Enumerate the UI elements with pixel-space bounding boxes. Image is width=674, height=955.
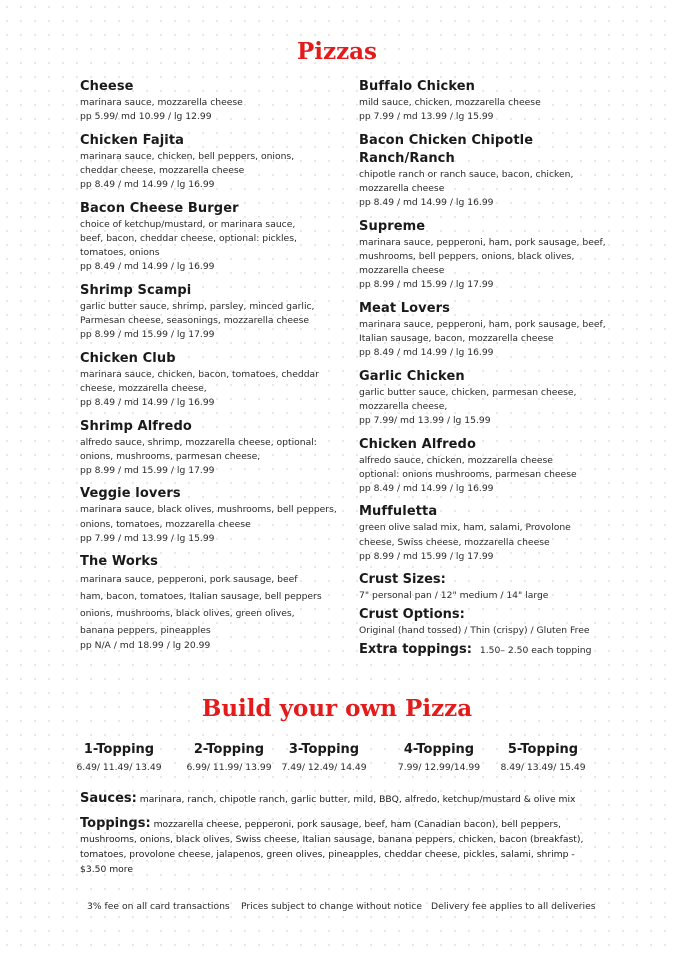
item-description: mild sauce, chicken, mozzarella cheese <box>359 97 541 108</box>
crust-sizes-label: Crust Sizes: <box>359 572 446 588</box>
item-price: pp 8.49 / md 14.99 / lg 16.99 <box>80 397 215 409</box>
item-name: Supreme <box>359 218 426 234</box>
menu-item <box>359 132 627 211</box>
item-description: mozzarella cheese, <box>359 400 448 412</box>
sauces-label: Sauces: <box>80 791 137 806</box>
crust-options: Original (hand tossed) / Thin (crispy) / Gluten Free <box>359 625 590 637</box>
topping-count-label: 2-Topping <box>193 742 265 757</box>
delivery-fee-note: Delivery fee applies to all deliveries <box>431 901 596 912</box>
item-description: mushrooms, bell peppers, onions, black olives, <box>359 250 575 262</box>
extra-toppings-label: Extra toppings: <box>359 642 472 658</box>
pizzas-title: Pizzas <box>296 38 377 65</box>
item-name: Bacon Cheese Burger <box>80 200 239 216</box>
item-price: pp 7.99 / md 13.99 / lg 15.99 <box>359 111 494 123</box>
topping-count-label: 3-Topping <box>288 742 360 757</box>
item-description: marinara sauce, black olives, mushrooms, bell peppers, <box>80 504 337 516</box>
item-description: cheddar cheese, mozzarella cheese <box>80 164 245 176</box>
item-description: marinara sauce, mozzarella cheese <box>80 97 243 108</box>
topping-price-5 <box>488 742 598 775</box>
item-description: chipotle ranch or ranch sauce, bacon, chicken, <box>359 168 574 180</box>
item-description: marinara sauce, pepperoni, pork sausage, beef <box>80 574 298 586</box>
item-name: Muffuletta <box>359 504 438 520</box>
topping-count-prices: 8.49/ 13.49/ 15.49 <box>500 762 586 773</box>
item-name: Shrimp Alfredo <box>80 418 192 434</box>
item-price: pp 8.99 / md 15.99 / lg 17.99 <box>80 464 215 476</box>
item-description: alfredo sauce, chicken, mozzarella cheese <box>359 454 553 466</box>
item-description: onions, mushrooms, black olives, green olives, <box>80 608 295 620</box>
item-price: pp 8.49 / md 14.99 / lg 16.99 <box>80 179 215 191</box>
item-description: choice of ketchup/mustard, or marinara sauce, <box>80 218 296 230</box>
menu-item <box>80 132 348 193</box>
topping-price-4 <box>384 742 494 775</box>
item-price: pp N/A / md 18.99 / lg 20.99 <box>80 640 211 652</box>
menu-item <box>359 436 627 497</box>
left-menu-column <box>80 78 348 661</box>
menu-item <box>359 78 627 125</box>
toppings-label: Toppings: <box>80 816 151 831</box>
item-price: pp 8.49 / md 14.99 / lg 16.99 <box>80 261 215 273</box>
sauces-line <box>80 791 600 806</box>
topping-count-prices: 6.49/ 11.49/ 13.49 <box>76 762 162 773</box>
item-description: garlic butter sauce, chicken, parmesan cheese, <box>359 386 577 398</box>
item-description: tomatoes, onions <box>80 247 160 259</box>
item-description: onions, tomatoes, mozzarella cheese <box>80 518 251 530</box>
menu-item <box>359 300 627 361</box>
topping-price-1 <box>64 742 174 775</box>
item-description: ham, bacon, tomatoes, Italian sausage, bell peppers <box>80 591 322 603</box>
item-name: Shrimp Scampi <box>80 282 192 298</box>
topping-count-label: 5-Topping <box>507 742 579 757</box>
item-name: Cheese <box>80 79 134 94</box>
extra-toppings-row <box>359 641 627 659</box>
item-name: Chicken Alfredo <box>359 436 476 452</box>
item-description: mozzarella cheese <box>359 182 445 194</box>
price-change-note: Prices subject to change without notice <box>241 901 422 912</box>
menu-item <box>359 503 627 564</box>
item-price: pp 8.49 / md 14.99 / lg 16.99 <box>359 482 494 494</box>
topping-price-2 <box>174 742 284 775</box>
item-price: pp 7.99 / md 13.99 / lg 15.99 <box>80 532 215 544</box>
crust-sizes: 7" personal pan / 12" medium / 14" large <box>359 590 549 602</box>
menu-item <box>80 282 348 343</box>
topping-count-prices: 6.99/ 11.99/ 13.99 <box>186 762 272 773</box>
item-description: garlic butter sauce, shrimp, parsley, minced garlic, <box>80 300 315 312</box>
item-name: Garlic Chicken <box>359 368 465 384</box>
build-your-own-title: Build your own Pizza <box>201 695 473 722</box>
sauces-list: marinara, ranch, chipotle ranch, garlic butter, mild, BBQ, alfredo, ketchup/mustard & olive mix <box>139 794 576 805</box>
topping-count-label: 4-Topping <box>403 742 475 757</box>
menu-item <box>80 485 348 546</box>
item-price: pp 8.49 / md 14.99 / lg 16.99 <box>359 197 494 209</box>
item-description: green olive salad mix, ham, salami, Provolone <box>359 522 571 534</box>
card-fee-note: 3% fee on all card transactions <box>87 901 230 912</box>
item-name: Chicken Fajita <box>80 132 185 148</box>
item-price: pp 5.99/ md 10.99 / lg 12.99 <box>80 111 212 123</box>
item-price: pp 7.99/ md 13.99 / lg 15.99 <box>359 415 491 427</box>
topping-count-prices: 7.99/ 12.99/14.99 <box>397 762 481 773</box>
item-price: pp 8.49 / md 14.99 / lg 16.99 <box>359 347 494 359</box>
item-description: alfredo sauce, shrimp, mozzarella cheese, optional: <box>80 436 317 448</box>
menu-item <box>80 350 348 411</box>
crust-info <box>359 571 627 659</box>
menu-item <box>80 200 348 275</box>
item-price: pp 8.99 / md 15.99 / lg 17.99 <box>359 279 494 291</box>
item-description: marinara sauce, chicken, bell peppers, onions, <box>80 150 295 162</box>
item-description: banana peppers, pineapples <box>80 625 211 637</box>
item-name: Buffalo Chicken <box>359 79 475 94</box>
extra-toppings-price: 1.50– 2.50 each topping <box>479 645 592 657</box>
item-description: marinara sauce, pepperoni, ham, pork sausage, beef, <box>359 318 606 330</box>
item-description: Italian sausage, bacon, mozzarella cheese <box>359 332 554 344</box>
item-name: The Works <box>80 554 158 570</box>
item-name: Chicken Club <box>80 350 176 366</box>
menu-item <box>80 78 348 125</box>
menu-item <box>80 553 348 654</box>
item-description: cheese, mozzarella cheese, <box>80 382 207 394</box>
toppings-line <box>80 816 600 877</box>
item-name: Bacon Chicken Chipotle Ranch/Ranch <box>359 132 534 166</box>
item-description: Parmesan cheese, seasonings, mozzarella cheese <box>80 314 310 326</box>
item-description: cheese, Swiss cheese, mozzarella cheese <box>359 536 550 548</box>
toppings-list: mozzarella cheese, pepperoni, pork sausage, beef, ham (Canadian bacon), bell peppers, mushrooms, onions, black olives, Swiss cheese, Italian sausage, banana peppers, chicken, bacon (breakfast), tomatoes, provolone cheese, jalapenos, green olives, pineapples, cheddar cheese, pickles, salami, shrimp - $3.50 more <box>80 819 584 875</box>
topping-count-prices: 7.49/ 12.49/ 14.49 <box>281 762 367 773</box>
menu-item <box>80 418 348 479</box>
item-description: mozzarella cheese <box>359 265 445 277</box>
item-name: Veggie lovers <box>80 486 181 502</box>
right-menu-column <box>359 78 627 659</box>
item-name: Meat Lovers <box>359 300 451 316</box>
item-description: marinara sauce, pepperoni, ham, pork sausage, beef, <box>359 236 606 248</box>
item-description: beef, bacon, cheddar cheese, optional: pickles, <box>80 232 297 244</box>
item-price: pp 8.99 / md 15.99 / lg 17.99 <box>80 329 215 341</box>
item-description: optional: onions mushrooms, parmesan cheese <box>359 468 577 480</box>
item-price: pp 8.99 / md 15.99 / lg 17.99 <box>359 550 494 562</box>
item-description: onions, mushrooms, parmesan cheese, <box>80 450 261 462</box>
crust-options-label: Crust Options: <box>359 607 465 623</box>
menu-item <box>359 368 627 429</box>
topping-count-label: 1-Topping <box>83 742 155 757</box>
menu-item <box>359 218 627 293</box>
topping-price-3 <box>269 742 379 775</box>
item-description: marinara sauce, chicken, bacon, tomatoes, cheddar <box>80 368 319 380</box>
